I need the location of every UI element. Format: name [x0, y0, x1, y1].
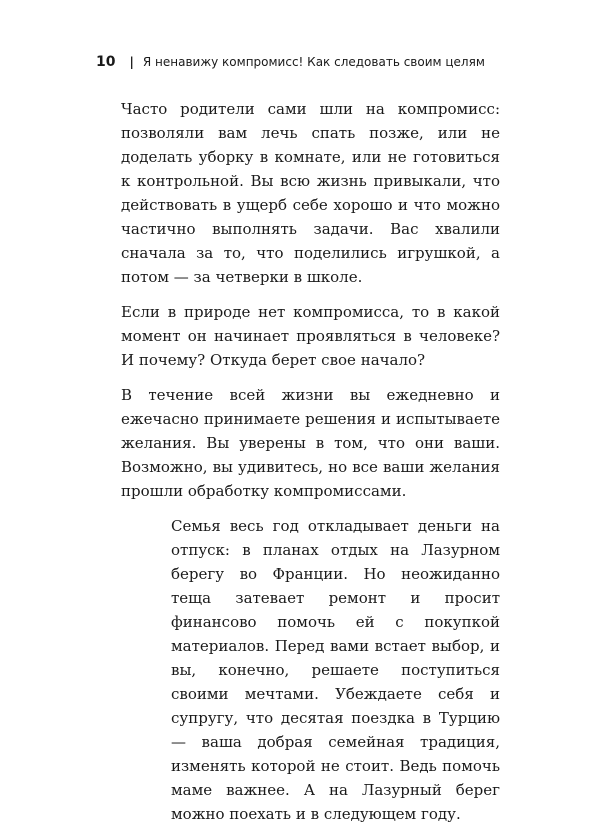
- paragraph: Если в природе нет компромисса, то в какой момент он начинает проявляться в человеке? И почему? Откуда берет свое начало?: [121, 303, 500, 369]
- example-quote: Семья весь год откладывает деньги на отпуск: в планах отдых на Лазурном берегу во Франции. Но неожиданно теща затевает ремонт и просит финансово помочь ей с покупкой материалов. Перед вами встает выбор, и вы, конечно, решаете поступиться своими мечтами. Убеждаете себя и супругу, что десятая поездка в Турцию — ваша добрая семейная традиция, изменять которой не стоит. Ведь помочь маме важнее. А на Лазурный берег можно поехать и в следующем году.: [171, 517, 500, 823]
- book-title: Я ненавижу компромисс! Как следовать своим целям: [142, 55, 485, 69]
- header-separator: |: [129, 55, 134, 69]
- paragraph: Часто родители сами шли на компромисс: позволяли вам лечь спать позже, или не доделать уборку в комнате, или не готовиться к контрольной. Вы всю жизнь привыкали, что действовать в ущерб себе хорошо и что можно частично выполнять задачи. Вас хвалили сначала за то, что поделились игрушкой, а потом — за четверки в школе.: [121, 100, 500, 286]
- page-number: 10: [96, 54, 116, 70]
- paragraph: В течение всей жизни вы ежедневно и ежечасно принимаете решения и испытываете желания. Вы уверены в том, что они ваши. Возможно, вы удивитесь, но все ваши желания прошли обработку компромиссами.: [121, 386, 500, 500]
- running-header: [96, 54, 485, 70]
- body-text: [121, 97, 500, 826]
